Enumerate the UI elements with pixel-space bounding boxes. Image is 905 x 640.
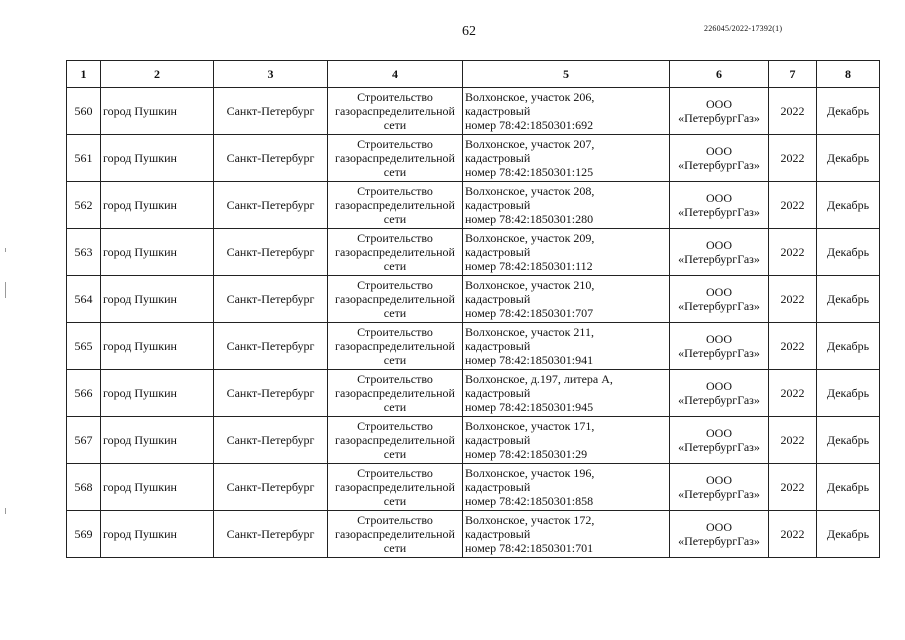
row-number: 568 bbox=[67, 464, 101, 511]
row-number: 567 bbox=[67, 417, 101, 464]
region-cell: Санкт-Петербург bbox=[214, 182, 328, 229]
address-cadastral: номер 78:42:1850301:945 bbox=[465, 400, 594, 414]
region-cell: Санкт-Петербург bbox=[214, 229, 328, 276]
address-cadastral: номер 78:42:1850301:692 bbox=[465, 118, 594, 132]
city-cell: город Пушкин bbox=[101, 464, 214, 511]
address-cadastral: номер 78:42:1850301:280 bbox=[465, 212, 594, 226]
organization-cell: ООО «ПетербургГаз» bbox=[670, 229, 769, 276]
year-cell: 2022 bbox=[769, 276, 817, 323]
table-row bbox=[67, 135, 880, 182]
organization-cell: ООО «ПетербургГаз» bbox=[670, 323, 769, 370]
margin-scan-mark bbox=[5, 508, 6, 514]
purpose-cell: Строительство газораспределительной сети bbox=[328, 182, 463, 229]
table-row bbox=[67, 276, 880, 323]
address-cadastral: номер 78:42:1850301:125 bbox=[465, 165, 594, 179]
city-cell: город Пушкин bbox=[101, 276, 214, 323]
address-address-line: Волхонское, участок 210, bbox=[465, 278, 595, 292]
column-header: 6 bbox=[670, 61, 769, 88]
month-cell: Декабрь bbox=[817, 88, 880, 135]
address-address-label: кадастровый bbox=[465, 104, 531, 118]
address-address-line: Волхонское, участок 206, bbox=[465, 90, 595, 104]
table-row bbox=[67, 323, 880, 370]
table-row bbox=[67, 88, 880, 135]
address-cell bbox=[463, 182, 670, 229]
year-cell: 2022 bbox=[769, 182, 817, 229]
city-cell: город Пушкин bbox=[101, 511, 214, 558]
month-cell: Декабрь bbox=[817, 135, 880, 182]
row-number: 564 bbox=[67, 276, 101, 323]
organization-cell: ООО «ПетербургГаз» bbox=[670, 276, 769, 323]
city-cell: город Пушкин bbox=[101, 88, 214, 135]
address-cell bbox=[463, 135, 670, 182]
column-header: 4 bbox=[328, 61, 463, 88]
organization-cell: ООО «ПетербургГаз» bbox=[670, 370, 769, 417]
month-cell: Декабрь bbox=[817, 276, 880, 323]
address-cell bbox=[463, 464, 670, 511]
region-cell: Санкт-Петербург bbox=[214, 511, 328, 558]
address-address-label: кадастровый bbox=[465, 292, 531, 306]
address-cadastral: номер 78:42:1850301:112 bbox=[465, 259, 593, 273]
table-row bbox=[67, 464, 880, 511]
document-id: 226045/2022-17392(1) bbox=[704, 24, 783, 33]
year-cell: 2022 bbox=[769, 323, 817, 370]
organization-cell: ООО «ПетербургГаз» bbox=[670, 88, 769, 135]
purpose-cell: Строительство газораспределительной сети bbox=[328, 511, 463, 558]
city-cell: город Пушкин bbox=[101, 370, 214, 417]
address-address-line: Волхонское, участок 208, bbox=[465, 184, 595, 198]
month-cell: Декабрь bbox=[817, 511, 880, 558]
year-cell: 2022 bbox=[769, 88, 817, 135]
address-cadastral: номер 78:42:1850301:858 bbox=[465, 494, 594, 508]
purpose-cell: Строительство газораспределительной сети bbox=[328, 135, 463, 182]
year-cell: 2022 bbox=[769, 464, 817, 511]
table-row bbox=[67, 370, 880, 417]
address-cadastral: номер 78:42:1850301:941 bbox=[465, 353, 594, 367]
address-cell bbox=[463, 323, 670, 370]
city-cell: город Пушкин bbox=[101, 135, 214, 182]
margin-scan-mark bbox=[5, 248, 6, 252]
purpose-cell: Строительство газораспределительной сети bbox=[328, 417, 463, 464]
month-cell: Декабрь bbox=[817, 182, 880, 229]
address-address-label: кадастровый bbox=[465, 386, 531, 400]
region-cell: Санкт-Петербург bbox=[214, 323, 328, 370]
purpose-cell: Строительство газораспределительной сети bbox=[328, 464, 463, 511]
purpose-cell: Строительство газораспределительной сети bbox=[328, 370, 463, 417]
purpose-cell: Строительство газораспределительной сети bbox=[328, 229, 463, 276]
address-address-line: Волхонское, участок 207, bbox=[465, 137, 595, 151]
table-header-row bbox=[67, 61, 880, 88]
row-number: 569 bbox=[67, 511, 101, 558]
column-header: 3 bbox=[214, 61, 328, 88]
address-address-label: кадастровый bbox=[465, 527, 531, 541]
address-address-label: кадастровый bbox=[465, 198, 531, 212]
organization-cell: ООО «ПетербургГаз» bbox=[670, 135, 769, 182]
organization-cell: ООО «ПетербургГаз» bbox=[670, 511, 769, 558]
city-cell: город Пушкин bbox=[101, 323, 214, 370]
organization-cell: ООО «ПетербургГаз» bbox=[670, 464, 769, 511]
address-cell bbox=[463, 417, 670, 464]
table-row bbox=[67, 182, 880, 229]
address-address-line: Волхонское, участок 209, bbox=[465, 231, 595, 245]
address-cell bbox=[463, 276, 670, 323]
row-number: 563 bbox=[67, 229, 101, 276]
address-cell bbox=[463, 229, 670, 276]
table-row bbox=[67, 417, 880, 464]
year-cell: 2022 bbox=[769, 511, 817, 558]
purpose-cell: Строительство газораспределительной сети bbox=[328, 88, 463, 135]
city-cell: город Пушкин bbox=[101, 182, 214, 229]
column-header: 1 bbox=[67, 61, 101, 88]
region-cell: Санкт-Петербург bbox=[214, 370, 328, 417]
region-cell: Санкт-Петербург bbox=[214, 276, 328, 323]
month-cell: Декабрь bbox=[817, 323, 880, 370]
month-cell: Декабрь bbox=[817, 417, 880, 464]
margin-scan-mark bbox=[5, 282, 6, 298]
address-address-label: кадастровый bbox=[465, 480, 531, 494]
month-cell: Декабрь bbox=[817, 464, 880, 511]
year-cell: 2022 bbox=[769, 417, 817, 464]
address-cadastral: номер 78:42:1850301:29 bbox=[465, 447, 588, 461]
row-number: 561 bbox=[67, 135, 101, 182]
address-address-line: Волхонское, участок 172, bbox=[465, 513, 595, 527]
address-cell bbox=[463, 511, 670, 558]
address-cadastral: номер 78:42:1850301:701 bbox=[465, 541, 594, 555]
address-address-label: кадастровый bbox=[465, 151, 531, 165]
address-address-line: Волхонское, участок 211, bbox=[465, 325, 594, 339]
month-cell: Декабрь bbox=[817, 229, 880, 276]
region-cell: Санкт-Петербург bbox=[214, 135, 328, 182]
column-header: 2 bbox=[101, 61, 214, 88]
organization-cell: ООО «ПетербургГаз» bbox=[670, 182, 769, 229]
table-row bbox=[67, 511, 880, 558]
row-number: 565 bbox=[67, 323, 101, 370]
month-cell: Декабрь bbox=[817, 370, 880, 417]
region-cell: Санкт-Петербург bbox=[214, 88, 328, 135]
registry-table bbox=[66, 60, 880, 558]
organization-cell: ООО «ПетербургГаз» bbox=[670, 417, 769, 464]
region-cell: Санкт-Петербург bbox=[214, 417, 328, 464]
row-number: 566 bbox=[67, 370, 101, 417]
city-cell: город Пушкин bbox=[101, 417, 214, 464]
table-row bbox=[67, 229, 880, 276]
address-cell bbox=[463, 370, 670, 417]
year-cell: 2022 bbox=[769, 135, 817, 182]
address-address-label: кадастровый bbox=[465, 245, 531, 259]
row-number: 560 bbox=[67, 88, 101, 135]
region-cell: Санкт-Петербург bbox=[214, 464, 328, 511]
row-number: 562 bbox=[67, 182, 101, 229]
address-address-label: кадастровый bbox=[465, 339, 531, 353]
address-cell bbox=[463, 88, 670, 135]
purpose-cell: Строительство газораспределительной сети bbox=[328, 323, 463, 370]
address-address-line: Волхонское, д.197, литера А, bbox=[465, 372, 613, 386]
column-header: 7 bbox=[769, 61, 817, 88]
year-cell: 2022 bbox=[769, 370, 817, 417]
column-header: 8 bbox=[817, 61, 880, 88]
city-cell: город Пушкин bbox=[101, 229, 214, 276]
page-number: 62 bbox=[462, 24, 476, 39]
address-cadastral: номер 78:42:1850301:707 bbox=[465, 306, 594, 320]
address-address-line: Волхонское, участок 171, bbox=[465, 419, 595, 433]
address-address-line: Волхонское, участок 196, bbox=[465, 466, 595, 480]
address-address-label: кадастровый bbox=[465, 433, 531, 447]
year-cell: 2022 bbox=[769, 229, 817, 276]
column-header: 5 bbox=[463, 61, 670, 88]
purpose-cell: Строительство газораспределительной сети bbox=[328, 276, 463, 323]
